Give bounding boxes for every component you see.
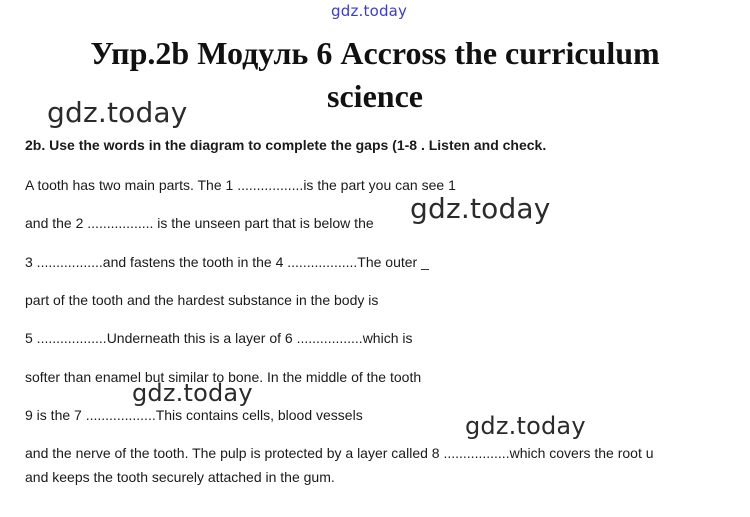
text-line-5: 5 ..................Underneath this is a layer of 6 .................which is — [25, 330, 413, 346]
text-line-1: A tooth has two main parts. The 1 .................is the part you can see 1 — [25, 177, 456, 193]
text-line-4: part of the tooth and the hardest substance in the body is — [25, 292, 379, 308]
exercise-instruction: 2b. Use the words in the diagram to complete the gaps (1-8 . Listen and check. — [25, 137, 547, 153]
text-line-6: softer than enamel but similar to bone. In the middle of the tooth — [25, 369, 422, 385]
watermark-mid-right: gdz.today — [410, 192, 551, 225]
watermark-mid-left: gdz.today — [132, 379, 253, 407]
text-line-3: 3 .................and fastens the tooth in the 4 ..................The outer _ — [25, 254, 429, 270]
text-line-7: 9 is the 7 ..................This contains cells, blood vessels — [25, 407, 363, 423]
watermark-top: gdz.today — [331, 2, 408, 20]
page-title-line1: Упр.2b Модуль 6 Accross the curriculum — [90, 35, 660, 71]
page-title-line2: science — [327, 78, 423, 114]
watermark-left: gdz.today — [47, 96, 188, 129]
text-line-8: and the nerve of the tooth. The pulp is protected by a layer called 8 .................which covers the root u — [25, 445, 654, 461]
watermark-lower-right: gdz.today — [465, 412, 586, 440]
text-line-9: and keeps the tooth securely attached in the gum. — [25, 469, 335, 485]
text-line-2: and the 2 ................. is the unseen part that is below the — [25, 215, 374, 231]
